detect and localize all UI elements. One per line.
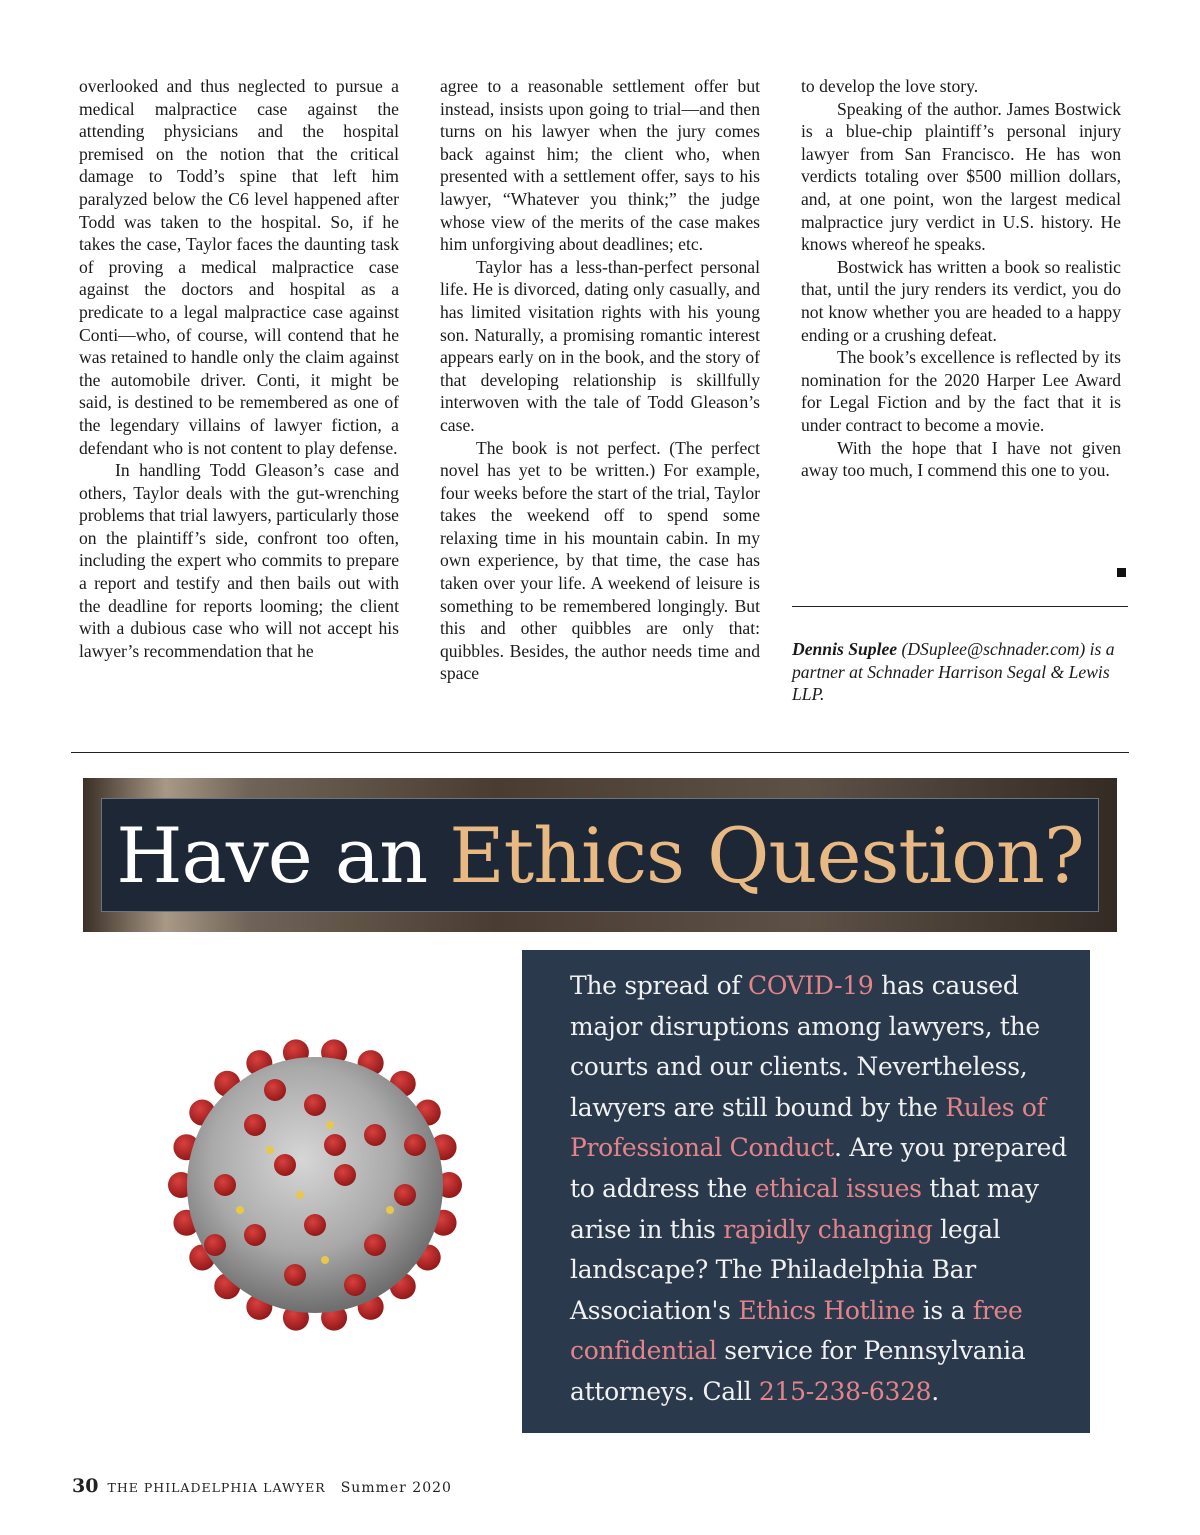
spike-protein-inner: [304, 1214, 326, 1236]
envelope-protein: [266, 1146, 274, 1154]
envelope-protein: [326, 1121, 334, 1129]
author-bio-text: (DSuplee@schnader.com) is a partner at Schnader Harrison Segal & Lewis LLP.: [792, 639, 1115, 705]
article-paragraph: The book’s excellence is reflected by its nomination for the 2020 Harper Lee Award for Legal Fiction and by the fact that it is under contract to become a movie.: [801, 347, 1121, 435]
ad-body-text: . Are you prepared to address the: [570, 1133, 1067, 1203]
ethics-hotline-ad: [522, 950, 1090, 1433]
ad-highlight-text: free confidential: [570, 1295, 1023, 1366]
ad-body-text: The spread of: [570, 971, 749, 1000]
spike-protein-inner: [204, 1234, 226, 1256]
page-number: 30: [72, 1475, 99, 1497]
envelope-protein: [386, 1206, 394, 1214]
ad-highlight-text: COVID-19: [748, 971, 874, 1000]
publication-name: THE PHILADELPHIA LAWYER: [107, 1480, 326, 1495]
author-name: Dennis Suplee: [792, 639, 898, 659]
envelope-protein: [296, 1191, 304, 1199]
envelope-protein: [321, 1256, 329, 1264]
ad-body-text: that may arise in this: [570, 1173, 1039, 1244]
banner-plate: [101, 798, 1099, 912]
page-footer: [72, 1475, 452, 1497]
ad-highlight-text: 215-238-6328: [758, 1376, 932, 1406]
article-column-3: [801, 75, 1121, 482]
article-paragraph: overlooked and thus neglected to pursue a medical malpractice case against the attending physicians and the hospital premised on the notion that the critical damage to Todd’s spine that left him paralyzed below the C6 level happened after Todd was taken to the hospital. So, if he takes the case, Taylor faces the daunting task of proving a medical malpractice case against the doctors and hospital as a predicate to a legal malpractice case against Conti—who, of course, will contend that he was retained to handle only the claim against the automobile driver. Conti, it might be said, is destined to be remembered as one of the legendary villains of lawyer fiction, a defendant who is not content to play defense.: [79, 76, 399, 458]
spike-protein-inner: [324, 1134, 346, 1156]
section-divider: [71, 752, 1129, 753]
spike-protein-inner: [344, 1274, 366, 1296]
spike-protein-inner: [274, 1154, 296, 1176]
banner-headline: [102, 799, 1098, 911]
envelope-protein: [236, 1206, 244, 1214]
bio-divider: [792, 606, 1128, 607]
spike-protein-inner: [334, 1164, 356, 1186]
article-paragraph: In handling Todd Gleason’s case and others, Taylor deals with the gut-wrenching problems that trial lawyers, particularly those on the plaintiff’s side, confront too often, including the expert who commits to prepare a report and testify and then bails out with the deadline for reports looming; the client with a dubious case who will not accept his lawyer’s recommendation that he: [79, 460, 399, 661]
spike-protein-inner: [304, 1094, 326, 1116]
article-paragraph: Bostwick has written a book so realistic that, until the jury renders its verdict, you do not know whether you are headed to a happy ending or a crushing defeat.: [801, 256, 1121, 345]
spike-protein-inner: [214, 1174, 236, 1196]
article-paragraph: With the hope that I have not given away too much, I commend this one to you.: [801, 437, 1121, 481]
ad-highlight-text: Rules of Professional Conduct: [570, 1092, 1046, 1163]
spike-protein-inner: [264, 1079, 286, 1101]
article-paragraph: The book is not perfect. (The perfect novel has yet to be written.) For example, four weeks before the start of the trial, Taylor takes the weekend off to spend some relaxing time in his mountain cabin. In my own experience, by that time, the case has taken over your life. A weekend of leisure is something to be remembered longingly. But this and other quibbles are only that: quibbles. Besides, the author needs time and space: [440, 437, 760, 684]
spike-protein-inner: [404, 1134, 426, 1156]
ad-text: [570, 966, 1070, 1413]
article-paragraph: agree to a reasonable settlement offer but instead, insists upon going to trial—and then turns on his lawyer when the jury comes back against him; the client who, when presented with a settlement offer, says to his lawyer, “Whatever you think;” the judge whose view of the merits of the case makes him unforgiving about deadlines; etc.: [440, 76, 760, 255]
spike-protein-inner: [244, 1224, 266, 1246]
end-of-article-mark: [1117, 568, 1126, 577]
article-column-2: [440, 75, 760, 685]
spike-protein-inner: [364, 1234, 386, 1256]
spike-protein-inner: [364, 1124, 386, 1146]
ad-highlight-text: Ethics Hotline: [738, 1295, 916, 1325]
ad-body-text: legal landscape? The Philadelphia Bar Association's: [570, 1214, 1001, 1325]
ethics-banner: [83, 778, 1117, 932]
ad-highlight-text: rapidly changing: [723, 1214, 933, 1244]
article-paragraph: Taylor has a less-than-perfect personal life. He is divorced, dating only casually, and has limited visitation rights with his young son. Naturally, a promising romantic interest appears early on in the book, and the story of that developing relationship is skillfully interwoven with the tale of Todd Gleason’s case.: [440, 256, 760, 435]
article-column-1: [79, 75, 399, 662]
issue-date: Summer 2020: [340, 1480, 452, 1496]
coronavirus-image: [140, 1020, 500, 1350]
coronavirus-illustration: [140, 1020, 500, 1350]
article-paragraph: Speaking of the author. James Bostwick is a blue-chip plaintiff’s personal injury lawyer from San Francisco. He has won verdicts totaling over $500 million dollars, and, at one point, won the largest medical malpractice jury verdict in U.S. history. He knows whereof he speaks.: [801, 98, 1121, 255]
ad-body-text: is a: [915, 1295, 973, 1325]
spike-protein-inner: [394, 1184, 416, 1206]
spike-protein-inner: [244, 1114, 266, 1136]
ad-body-text: has caused major disruptions among lawyers, the courts and our clients. Nevertheless, lawyers are still bound by the: [570, 971, 1040, 1122]
ad-body-text: service for Pennsylvania attorneys. Call: [570, 1336, 1026, 1406]
ad-highlight-text: ethical issues: [754, 1173, 922, 1203]
author-bio: [792, 638, 1128, 706]
banner-text-white: Have an: [116, 810, 428, 900]
ad-body-text: .: [931, 1376, 939, 1406]
article-paragraph: to develop the love story.: [801, 76, 979, 96]
spike-protein-inner: [284, 1264, 306, 1286]
banner-text-gold: Ethics Question?: [449, 810, 1084, 900]
